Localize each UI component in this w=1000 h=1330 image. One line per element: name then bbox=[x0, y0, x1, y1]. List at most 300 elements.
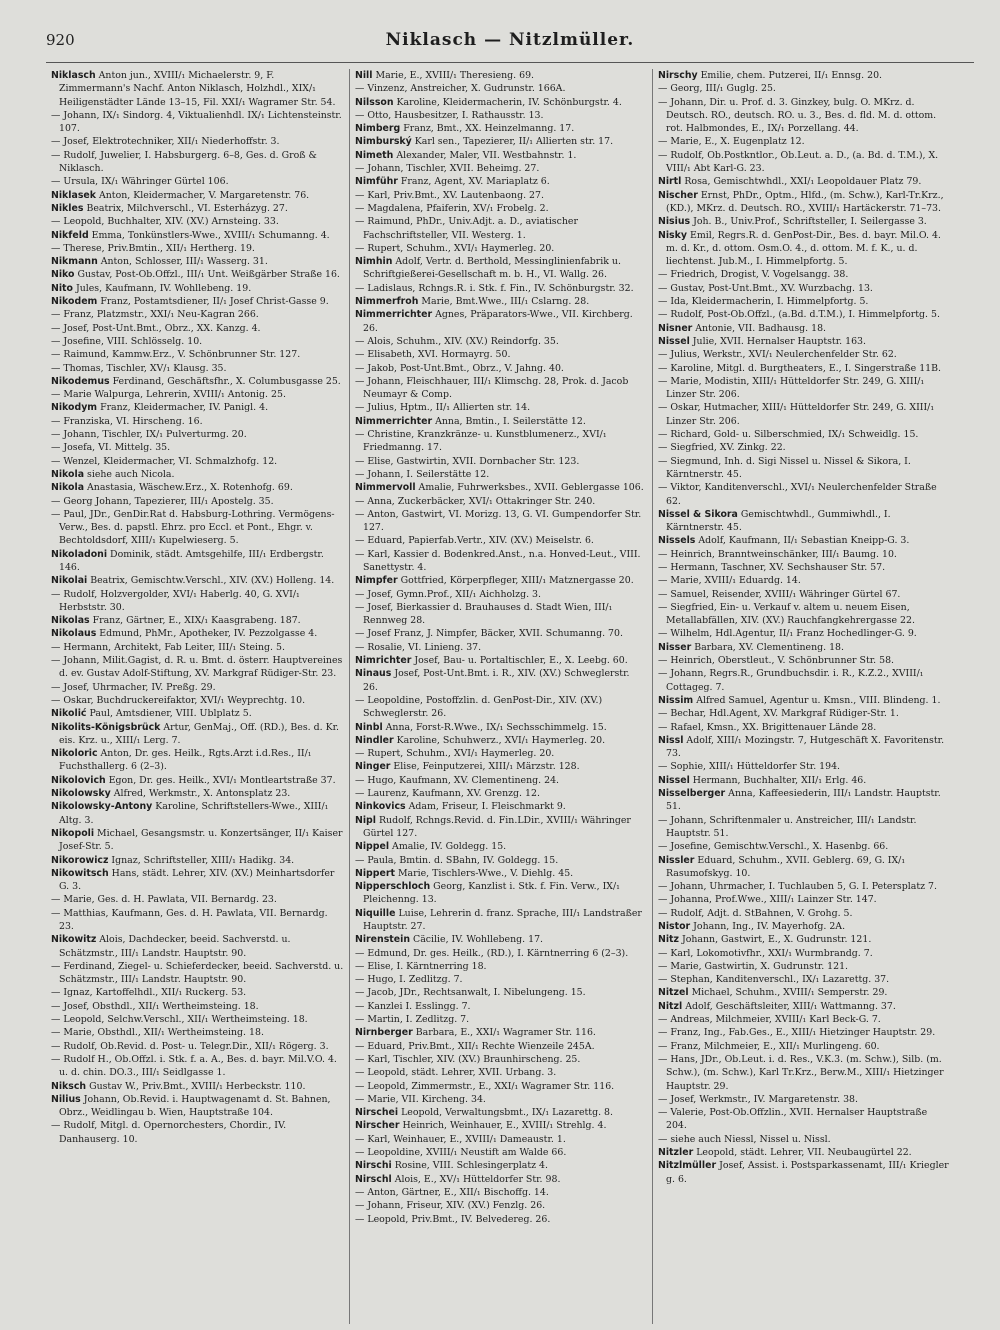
entry-surname: Nimmerfroh bbox=[355, 296, 419, 308]
entry-text: — Leopold, städt. Lehrer, XVII. Urbang. 3. bbox=[355, 1067, 557, 1079]
entry-text: — Josefine, Gemischtw.Verschl., X. Hasenbg. 66. bbox=[658, 841, 889, 853]
directory-entry bbox=[51, 933, 344, 960]
entry-text: — Alois, Schuhm., XIV. (XV.) Reindorfg. 35. bbox=[355, 335, 559, 347]
directory-entry bbox=[658, 1000, 950, 1013]
entry-text: — Marie, Gastwirtin, X. Gudrunstr. 121. bbox=[658, 960, 849, 972]
directory-entry bbox=[658, 787, 950, 814]
directory-entry bbox=[658, 1040, 950, 1053]
entry-surname: Nissels bbox=[658, 535, 696, 547]
entry-text: — Raimund, Kammw.Erz., V. Schönbrunner Str. 127. bbox=[51, 349, 301, 361]
directory-entry bbox=[355, 654, 647, 667]
entry-text: Amalie, Fuhrwerksbes., XVII. Geblergasse 106. bbox=[418, 482, 644, 494]
entry-text: — Leopold, Buchhalter, XIV. (XV.) Arnsteing. 33. bbox=[51, 216, 279, 228]
directory-entry bbox=[355, 308, 647, 335]
entry-text: — Karl, Tischler, XIV. (XV.) Braunhirscheng. 25. bbox=[355, 1053, 581, 1065]
entry-surname: Nikola bbox=[51, 468, 85, 480]
entry-text: Franz, Bmt., XX. Heinzelmanng. 17. bbox=[403, 123, 575, 135]
directory-entry bbox=[658, 189, 950, 216]
directory-entry bbox=[355, 96, 647, 109]
entry-text: — Ferdinand, Ziegel- u. Schieferdecker, beeid. Sachverstd. u. Schätzmstr., III/₁ Landstr. Hauptstr. 90. bbox=[51, 960, 344, 986]
entry-text: Alois, E., XV/₁ Hütteldorfer Str. 98. bbox=[394, 1173, 561, 1185]
entry-text: — Johann, Dir. u. Prof. d. 3. Ginzkey, bulg. O. MKrz. d. Deutsch. RO., deutsch. RO. u. 3., Bes. d. fld. M. d. ottom. rot. Halbmondes, E., IX/₁ Porzellang. 44. bbox=[658, 96, 937, 135]
entry-text: Franz, Gärtner, E., XIX/₁ Kaasgrabeng. 187. bbox=[92, 615, 301, 627]
directory-entry bbox=[355, 947, 647, 960]
entry-surname: Nirtl bbox=[658, 176, 682, 188]
entry-text: — Therese, Priv.Bmtin., XII/₁ Hertherg. 19. bbox=[51, 242, 255, 254]
directory-entry bbox=[355, 468, 647, 481]
directory-entry bbox=[355, 973, 647, 986]
entry-text: Alois, Dachdecker, beeid. Sachverstd. u. Schätzmstr., III/₁ Landstr. Hauptstr. 90. bbox=[59, 934, 291, 959]
directory-entry bbox=[355, 907, 647, 934]
directory-entry bbox=[658, 441, 950, 454]
directory-entry bbox=[658, 175, 950, 188]
entry-surname: Nikopoli bbox=[51, 827, 95, 839]
entry-text: Elise, Feinputzerei, XIII/₁ Märzstr. 128. bbox=[393, 761, 580, 773]
entry-text: — Franziska, VI. Hirscheng. 16. bbox=[51, 415, 203, 427]
entry-surname: Nirschy bbox=[658, 70, 698, 81]
entry-text: — Laurenz, Kaufmann, XV. Grenzg. 12. bbox=[355, 788, 540, 800]
entry-text: Franz, Postamtsdiener, II/₁ Josef Christ-Gasse 9. bbox=[100, 296, 329, 308]
directory-entry bbox=[658, 561, 950, 574]
directory-entry bbox=[51, 574, 344, 587]
directory-entry bbox=[355, 1146, 647, 1159]
entry-text: Adolf, XIII/₁ Mozingstr. 7, Hutgeschäft X. Favoritenstr. 73. bbox=[666, 734, 945, 760]
entry-surname: Nissel bbox=[658, 335, 690, 347]
entry-text: Luise, Lehrerin d. franz. Sprache, III/₁ Landstraßer Hauptstr. 27. bbox=[363, 907, 642, 932]
column-2 bbox=[349, 69, 652, 1324]
columns bbox=[46, 69, 974, 1324]
entry-text: — Anna, Zuckerbäcker, XVI/₁ Ottakringer Str. 240. bbox=[355, 495, 596, 507]
running-title: Niklasch — Nitzlmüller. bbox=[385, 30, 635, 50]
directory-entry bbox=[51, 1026, 344, 1039]
directory-entry bbox=[658, 667, 950, 694]
directory-entry bbox=[658, 455, 950, 482]
entry-surname: Nissler bbox=[658, 854, 695, 866]
entry-surname: Nisner bbox=[658, 322, 693, 334]
directory-entry bbox=[51, 362, 344, 375]
entry-text: Marie, Tischlers-Wwe., V. Diehlg. 45. bbox=[397, 867, 574, 879]
entry-text: — Julius, Hptm., II/₁ Allierten str. 14. bbox=[355, 402, 531, 414]
entry-surname: Ninaus bbox=[355, 668, 392, 680]
entry-surname: Nimmervoll bbox=[355, 482, 416, 494]
entry-surname: Nikolits-Königsbrück bbox=[51, 721, 161, 733]
entry-text: — Johann, IX/₁ Sindorg. 4, Viktualienhdl. IX/₁ Lichtensteinstr. 107. bbox=[51, 109, 342, 135]
entry-surname: Nindler bbox=[355, 734, 394, 746]
directory-entry bbox=[51, 189, 344, 202]
directory-entry bbox=[355, 1199, 647, 1212]
entry-text: — Marie, E., X. Eugenplatz 12. bbox=[658, 136, 805, 148]
entry-text: — Anton, Gärtner, E., XII/₁ Bischoffg. 14. bbox=[355, 1186, 549, 1198]
entry-text: Georg, Kanzlist i. Stk. f. Fin. Verw., IX/₁ Pleichenng. 13. bbox=[363, 881, 620, 906]
directory-entry bbox=[51, 109, 344, 136]
entry-text: Eduard, Schuhm., XVII. Geblerg. 69, G. IX/₁ Rasumofskyg. 10. bbox=[666, 854, 906, 879]
entry-surname: Nikowitsch bbox=[51, 867, 109, 879]
directory-entry bbox=[51, 614, 344, 627]
entry-text: — Hermann, Architekt, Fab Leiter, III/₁ Steing. 5. bbox=[51, 641, 285, 653]
entry-text: — Georg, III/₁ Guglg. 25. bbox=[658, 83, 776, 95]
directory-entry bbox=[51, 215, 344, 228]
entry-text: — Ida, Kleidermacherin, I. Himmelpfortg. 5. bbox=[658, 296, 869, 308]
entry-text: — Johann, Tischler, IX/₁ Pulverturmg. 20. bbox=[51, 429, 247, 441]
entry-surname: Nippert bbox=[355, 867, 395, 879]
entry-text: — Martin, I. Zedlitzg. 7. bbox=[355, 1014, 470, 1026]
directory-entry bbox=[355, 149, 647, 162]
entry-surname: Nimburský bbox=[355, 136, 412, 148]
entry-text: — Rafael, Kmsn., XX. Brigittenauer Lände 28. bbox=[658, 721, 877, 733]
directory-entry bbox=[51, 295, 344, 308]
directory-entry bbox=[51, 1040, 344, 1053]
entry-text: Heinrich, Weinhauer, E., XVIII/₁ Strehlg. 4. bbox=[402, 1120, 607, 1132]
entry-text: — Heinrich, Oberstleut., V. Schönbrunner Str. 58. bbox=[658, 655, 895, 667]
entry-surname: Nikolowsky-Antony bbox=[51, 801, 153, 813]
entry-text: Gustav W., Priv.Bmt., XVIII/₁ Herbeckstr. 110. bbox=[89, 1080, 306, 1092]
directory-entry bbox=[355, 641, 647, 654]
directory-entry bbox=[51, 1093, 344, 1120]
directory-entry bbox=[355, 574, 647, 587]
entry-text: — Johann, I. Seilerstätte 12. bbox=[355, 468, 490, 480]
entry-text: Karoline, Schuhwerz., XVI/₁ Haymerleg. 20. bbox=[396, 734, 606, 746]
entry-text: Agnes, Präparators-Wwe., VII. Kirchberg. 26. bbox=[363, 309, 633, 334]
directory-entry bbox=[658, 721, 950, 734]
entry-text: — Otto, Hausbesitzer, I. Rathausstr. 13. bbox=[355, 109, 544, 121]
entry-text: — Ursula, IX/₁ Währinger Gürtel 106. bbox=[51, 176, 229, 188]
entry-surname: Nikles bbox=[51, 202, 84, 214]
directory-entry bbox=[51, 654, 344, 681]
entry-text: Cäcilie, IV. Wohllebeng. 17. bbox=[413, 934, 544, 946]
entry-text: — Paula, Bmtin. d. SBahn, IV. Goldegg. 15. bbox=[355, 854, 559, 866]
entry-surname: Nikowitz bbox=[51, 934, 97, 946]
entry-text: — Leopoldine, Postoffzlin. d. GenPost-Dir., XIV. (XV.) Schweglerstr. 26. bbox=[355, 694, 603, 720]
entry-text: Rosa, Gemischtwhdl., XXI/₁ Leopoldauer Platz 79. bbox=[684, 176, 922, 188]
directory-entry bbox=[355, 1066, 647, 1079]
directory-entry bbox=[658, 933, 950, 946]
entry-text: Anna, Forst-R.Wwe., IX/₁ Sechsschimmelg. 15. bbox=[385, 721, 607, 733]
directory-entry bbox=[51, 415, 344, 428]
directory-entry bbox=[658, 947, 950, 960]
entry-text: — Vinzenz, Anstreicher, X. Gudrunstr. 166A. bbox=[355, 83, 566, 95]
directory-entry bbox=[51, 335, 344, 348]
entry-surname: Nitzlmüller bbox=[658, 1160, 717, 1172]
directory-entry bbox=[658, 588, 950, 601]
entry-text: — Siegmund, Inh. d. Sigi Nissel u. Nissel & Sikora, I. Kärntnerstr. 45. bbox=[658, 455, 911, 480]
entry-surname: Niquille bbox=[355, 907, 396, 919]
directory-entry bbox=[51, 69, 344, 109]
entry-surname: Nilsson bbox=[355, 96, 394, 108]
entry-text: — Karoline, Mitgl. d. Burgtheaters, E., I. Singerstraße 11B. bbox=[658, 362, 941, 374]
directory-entry bbox=[355, 534, 647, 547]
entry-text: — Karl, Kassier d. Bodenkred.Anst., n.a. Honved-Leut., VIII. Sanettystr. 4. bbox=[355, 548, 641, 573]
directory-entry bbox=[658, 814, 950, 841]
entry-text: Beatrix, Milchverschl., VI. Esterházyg. 27. bbox=[86, 202, 288, 214]
directory-entry bbox=[355, 348, 647, 361]
entry-text: — Edmund, Dr. ges. Heilk., (RD.), I. Kärntnerring 6 (2–3). bbox=[355, 947, 629, 959]
entry-text: — Elise, Gastwirtin, XVII. Dornbacher Str. 123. bbox=[355, 455, 580, 467]
entry-surname: Nischer bbox=[658, 189, 698, 201]
entry-surname: Nitzl bbox=[658, 1000, 683, 1012]
entry-surname: Nikolas bbox=[51, 615, 90, 627]
entry-surname: Nirnberger bbox=[355, 1027, 413, 1039]
directory-entry bbox=[51, 481, 344, 494]
entry-text: — Hugo, I. Zedlitzg. 7. bbox=[355, 974, 463, 986]
entry-text: Hans, städt. Lehrer, XIV. (XV.) Meinhartsdorfer G. 3. bbox=[59, 867, 335, 893]
entry-text: — Hans, JDr., Ob.Leut. i. d. Res., V.K.3. (m. Schw.), Silb. (m. Schw.), (m. Schw.), Karl Tr.Krz., Berw.M., XIII/₁ Hietzinger Hauptstr. 29. bbox=[658, 1053, 944, 1092]
entry-text: — Johann, Milit.Gagist, d. R. u. Bmt. d. österr. Hauptvereines d. ev. Gustav Adolf-Stiftung, XV. Markgraf Rüdiger-Str. 23. bbox=[51, 655, 343, 680]
entry-text: Leopold, Verwaltungsbmt., IX/₁ Lazarettg. 8. bbox=[401, 1107, 613, 1119]
page-number: 920 bbox=[46, 31, 75, 49]
entry-text: Ferdinand, Geschäftsfhr., X. Columbusgasse 25. bbox=[112, 375, 341, 387]
directory-entry bbox=[51, 721, 344, 748]
directory-entry bbox=[658, 135, 950, 148]
directory-entry bbox=[355, 455, 647, 468]
entry-surname: Nikodemus bbox=[51, 375, 110, 387]
directory-entry bbox=[658, 96, 950, 136]
entry-surname: Nikfeld bbox=[51, 229, 89, 241]
directory-entry bbox=[51, 641, 344, 654]
entry-text: Anna, Bmtin., I. Seilerstätte 12. bbox=[435, 415, 586, 427]
entry-text: — Karl, Priv.Bmt., XV. Lautenbaong. 27. bbox=[355, 189, 544, 201]
directory-entry bbox=[355, 1159, 647, 1172]
directory-entry bbox=[355, 1080, 647, 1093]
directory-entry bbox=[658, 707, 950, 720]
directory-entry bbox=[51, 893, 344, 906]
entry-text: Beatrix, Gemischtw.Verschl., XIV. (XV.) Holleng. 14. bbox=[90, 575, 335, 587]
entry-surname: Nitzler bbox=[658, 1147, 694, 1159]
entry-text: — Siegfried, XV. Zinkg. 22. bbox=[658, 442, 786, 454]
directory-entry bbox=[658, 654, 950, 667]
entry-text: — Siegfried, Ein- u. Verkauf v. altem u. neuem Eisen, Metallabfällen, XIV. (XV.) Rauchfangkehrergasse 22. bbox=[658, 601, 915, 627]
entry-text: — Oskar, Hutmacher, XIII/₁ Hütteldorfer Str. 249, G. XIII/₁ Linzer Str. 206. bbox=[658, 402, 935, 427]
entry-surname: Nimführ bbox=[355, 176, 398, 188]
directory-entry bbox=[51, 1000, 344, 1013]
entry-text: — Stephan, Kanditenverschl., IX/₁ Lazarettg. 37. bbox=[658, 974, 890, 986]
entry-text: — Raimund, PhDr., Univ.Adjt. a. D., aviatischer Fachschriftsteller, VII. Westerg. 1. bbox=[355, 216, 578, 241]
entry-surname: Nisky bbox=[658, 229, 687, 241]
entry-text: — Ignaz, Kartoffelhdl., XII/₁ Ruckerg. 53. bbox=[51, 987, 247, 999]
directory-entry bbox=[355, 1013, 647, 1026]
entry-text: — Andreas, Milchmeier, XVIII/₁ Karl Beck-G. 7. bbox=[658, 1014, 881, 1026]
entry-text: — Leopold, Zimmermstr., E., XXI/₁ Wagramer Str. 116. bbox=[355, 1080, 615, 1092]
entry-text: Anton, Schlosser, III/₁ Wasserg. 31. bbox=[100, 256, 268, 268]
entry-surname: Nitzel bbox=[658, 987, 689, 999]
entry-text: Barbara, E., XXI/₁ Wagramer Str. 116. bbox=[415, 1027, 596, 1039]
entry-text: — Hermann, Taschner, XV. Sechshauser Str. 57. bbox=[658, 561, 886, 573]
entry-text: Leopold, städt. Lehrer, VII. Neubaugürtel 22. bbox=[696, 1147, 912, 1159]
directory-entry bbox=[51, 308, 344, 321]
entry-text: — Franz, Ing., Fab.Ges., E., XIII/₁ Hietzinger Hauptstr. 29. bbox=[658, 1027, 936, 1039]
entry-surname: Nippel bbox=[355, 841, 390, 853]
directory-entry bbox=[51, 242, 344, 255]
directory-entry bbox=[658, 149, 950, 176]
entry-text: — Josef, Elektrotechniker, XII/₁ Niederhoffstr. 3. bbox=[51, 136, 280, 148]
entry-text: — Johanna, Prof.Wwe., XIII/₁ Lainzer Str. 147. bbox=[658, 894, 877, 906]
entry-text: Adam, Friseur, I. Fleischmarkt 9. bbox=[408, 801, 566, 813]
entry-surname: Nikolai bbox=[51, 575, 88, 587]
entry-surname: Nikolaus bbox=[51, 628, 97, 640]
directory-entry bbox=[658, 840, 950, 853]
entry-surname: Nikola bbox=[51, 482, 85, 494]
directory-entry bbox=[51, 787, 344, 800]
directory-entry bbox=[51, 747, 344, 774]
entry-text: — Franz, Platzmstr., XXI/₁ Neu-Kagran 266. bbox=[51, 309, 259, 321]
directory-entry bbox=[658, 322, 950, 335]
entry-text: — Marie, XVIII/₁ Eduardg. 14. bbox=[658, 575, 801, 587]
directory-entry bbox=[658, 986, 950, 999]
entry-text: Barbara, XV. Clementineng. 18. bbox=[694, 641, 844, 653]
directory-entry bbox=[51, 149, 344, 176]
directory-entry bbox=[355, 588, 647, 601]
directory-entry bbox=[355, 548, 647, 575]
entry-text: Egon, Dr. ges. Heilk., XVI/₁ Montleartstraße 37. bbox=[108, 774, 336, 786]
entry-text: Rudolf, Rchngs.Revid. d. Fin.LDir., XVIII/₁ Währinger Gürtel 127. bbox=[363, 814, 631, 839]
entry-text: — Magdalena, Pfaiferin, XV/₁ Frobelg. 2. bbox=[355, 202, 549, 214]
directory-entry bbox=[658, 920, 950, 933]
entry-text: Josef, Post-Unt.Bmt. i. R., XIV. (XV.) Schweglerstr. 26. bbox=[363, 668, 630, 693]
directory-entry bbox=[355, 69, 647, 82]
directory-entry bbox=[355, 122, 647, 135]
entry-surname: Nimhin bbox=[355, 256, 393, 268]
entry-text: — Johann, Fleischhauer, III/₁ Klimschg. 28, Prok. d. Jacob Neumayr & Comp. bbox=[355, 375, 629, 401]
entry-text: Gottfried, Körperpfleger, XIII/₁ Matznergasse 20. bbox=[400, 575, 634, 587]
entry-text: — Richard, Gold- u. Silberschmied, IX/₁ Schweidlg. 15. bbox=[658, 429, 919, 441]
directory-entry bbox=[658, 774, 950, 787]
directory-entry bbox=[355, 495, 647, 508]
directory-entry bbox=[355, 880, 647, 907]
entry-text: Josef, Bau- u. Portaltischler, E., X. Leebg. 60. bbox=[414, 655, 628, 667]
directory-entry bbox=[51, 548, 344, 575]
entry-surname: Nistor bbox=[658, 921, 691, 932]
entry-text: Dominik, städt. Amtsgehilfe, III/₁ Erdbergstr. 146. bbox=[59, 548, 324, 573]
entry-surname: Nill bbox=[355, 70, 373, 81]
entry-text: Marie, E., XVIII/₁ Theresieng. 69. bbox=[375, 70, 535, 81]
directory-entry bbox=[51, 348, 344, 361]
entry-surname: Nimmerrichter bbox=[355, 309, 433, 321]
entry-text: Karl sen., Tapezierer, II/₁ Allierten str. 17. bbox=[414, 136, 614, 148]
directory-entry bbox=[658, 229, 950, 269]
directory-entry bbox=[51, 401, 344, 414]
directory-entry bbox=[658, 601, 950, 628]
entry-text: — Josef, Obsthdl., XII/₁ Wertheimsteing. 18. bbox=[51, 1000, 259, 1012]
directory-entry bbox=[355, 854, 647, 867]
directory-entry bbox=[658, 1146, 950, 1159]
directory-entry bbox=[51, 867, 344, 894]
entry-text: — Karl, Lokomotivfhr., XXI/₁ Wurmbrandg. 7. bbox=[658, 947, 873, 959]
entry-text: — Julius, Werkstr., XVI/₁ Neulerchenfelder Str. 62. bbox=[658, 349, 897, 361]
directory-entry bbox=[658, 1013, 950, 1026]
directory-entry bbox=[658, 734, 950, 761]
directory-entry bbox=[355, 694, 647, 721]
directory-entry bbox=[658, 1053, 950, 1093]
entry-text: Anna, Kaffeesiederin, III/₁ Landstr. Hauptstr. 51. bbox=[666, 788, 941, 813]
entry-text: — Rosalie, VI. Linieng. 37. bbox=[355, 641, 482, 653]
entry-text: Gemischtwhdl., Gummiwhdl., I. Kärntnerstr. 45. bbox=[666, 508, 891, 534]
entry-text: — Sophie, XIII/₁ Hütteldorfer Str. 194. bbox=[658, 761, 841, 773]
directory-entry bbox=[658, 1093, 950, 1106]
entry-text: — Marie, Obsthdl., XII/₁ Wertheimsteing. 18. bbox=[51, 1027, 264, 1039]
directory-entry bbox=[51, 322, 344, 335]
directory-entry bbox=[658, 428, 950, 441]
directory-entry bbox=[355, 667, 647, 694]
entry-text: Emil, Regrs.R. d. GenPost-Dir., Bes. d. bayr. Mil.O. 4. m. d. Kr., d. ottom. Osm.O. 4., d. ottom. M. f. K., u. d. liechtenst. Jub.M., I. Himmelpfortg. 5. bbox=[666, 229, 941, 268]
directory-entry bbox=[355, 800, 647, 813]
directory-entry bbox=[658, 82, 950, 95]
entry-text: — Christine, Kranzkränze- u. Kunstblumenerz., XVI/₁ Friedmanng. 17. bbox=[355, 429, 607, 454]
directory-entry bbox=[51, 1080, 344, 1093]
entry-text: — Josefine, VIII. Schlösselg. 10. bbox=[51, 335, 203, 347]
directory-entry bbox=[355, 375, 647, 402]
directory-entry bbox=[51, 800, 344, 827]
directory-entry bbox=[51, 455, 344, 468]
entry-text: — Ladislaus, Rchngs.R. i. Stk. f. Fin., IV. Schönburgstr. 32. bbox=[355, 282, 634, 294]
directory-entry bbox=[355, 415, 647, 428]
entry-text: Artur, GenMaj., Off. (RD.), Bes. d. Kr. eis. Krz. u., XIII/₁ Lerg. 7. bbox=[59, 721, 340, 746]
entry-surname: Nikolovich bbox=[51, 774, 106, 786]
directory-entry bbox=[658, 574, 950, 587]
entry-text: — Josefa, VI. Mittelg. 35. bbox=[51, 442, 171, 454]
entry-text: — Bechar, Hdl.Agent, XV. Markgraf Rüdiger-Str. 1. bbox=[658, 708, 899, 720]
entry-text: — Rudolf H., Ob.Offzl. i. Stk. f. a. A., Bes. d. bayr. Mil.V.O. 4. u. d. chin. DO.3., III/₁ Seidlgasse 1. bbox=[51, 1053, 337, 1079]
entry-text: — Rudolf, Mitgl. d. Opernorchesters, Chordir., IV. Danhauserg. 10. bbox=[51, 1120, 287, 1145]
directory-entry bbox=[51, 960, 344, 987]
entry-text: — Hugo, Kaufmann, XV. Clementineng. 24. bbox=[355, 774, 560, 786]
directory-entry bbox=[355, 933, 647, 946]
directory-entry bbox=[355, 1213, 647, 1226]
entry-surname: Ninkovics bbox=[355, 801, 406, 813]
directory-entry bbox=[658, 1026, 950, 1039]
entry-text: Johann, Ing., IV. Mayerhofg. 2A. bbox=[693, 921, 846, 932]
directory-entry bbox=[658, 69, 950, 82]
directory-entry bbox=[355, 162, 647, 175]
entry-surname: Nikolowsky bbox=[51, 788, 111, 800]
directory-entry bbox=[658, 508, 950, 535]
directory-entry bbox=[51, 1013, 344, 1026]
directory-entry bbox=[658, 973, 950, 986]
entry-text: Josef, Assist. i. Postsparkassenamt, III/₁ Kriegler g. 6. bbox=[666, 1160, 949, 1185]
entry-text: — Friedrich, Drogist, V. Vogelsangg. 38. bbox=[658, 269, 849, 281]
entry-text: — Leopold, Priv.Bmt., IV. Belvedereg. 26. bbox=[355, 1213, 551, 1225]
entry-text: — Gustav, Post-Unt.Bmt., XV. Wurzbachg. 13. bbox=[658, 282, 873, 294]
directory-entry bbox=[51, 681, 344, 694]
entry-text: — Paul, JDr., GenDir.Rat d. Habsburg-Lothring. Vermögens-Verw., Bes. d. papstl. Ehrz. pro Eccl. et Pont., Ehgr. v. Bechtoldsdorf, XIII/₁ Kupelwieserg. 5. bbox=[51, 508, 335, 547]
entry-surname: Nisselberger bbox=[658, 788, 726, 800]
directory-entry bbox=[51, 255, 344, 268]
directory-entry bbox=[355, 255, 647, 282]
directory-entry bbox=[355, 109, 647, 122]
directory-entry bbox=[51, 854, 344, 867]
directory-entry bbox=[355, 867, 647, 880]
entry-surname: Nimeth bbox=[355, 149, 394, 161]
entry-surname: Niko bbox=[51, 269, 75, 281]
entry-text: — Rudolf, Ob.Revid. d. Post- u. Telegr.Dir., XII/₁ Rögerg. 3. bbox=[51, 1040, 329, 1052]
entry-surname: Nipl bbox=[355, 814, 376, 826]
directory-entry bbox=[51, 1119, 344, 1146]
entry-surname: Nirscher bbox=[355, 1120, 400, 1132]
directory-entry bbox=[51, 774, 344, 787]
entry-surname: Nissel & Sikora bbox=[658, 508, 738, 520]
directory-entry bbox=[658, 548, 950, 561]
entry-text: Anton, Dr. ges. Heilk., Rgts.Arzt i.d.Res., II/₁ Fuchsthallerg. 6 (2–3). bbox=[59, 748, 312, 773]
entry-surname: Nimberg bbox=[355, 123, 401, 135]
directory-entry bbox=[355, 1026, 647, 1039]
entry-text: — Josef Franz, J. Nimpfer, Bäcker, XVII. Schumanng. 70. bbox=[355, 628, 623, 640]
entry-text: Julie, XVII. Hernalser Hauptstr. 163. bbox=[692, 335, 866, 347]
entry-text: — Josef, Uhrmacher, IV. Preßg. 29. bbox=[51, 681, 216, 693]
directory-entry bbox=[658, 335, 950, 348]
directory-entry bbox=[355, 202, 647, 215]
entry-surname: Nikodym bbox=[51, 402, 98, 414]
directory-entry bbox=[51, 282, 344, 295]
directory-entry bbox=[51, 1053, 344, 1080]
entry-text: Adolf, Vertr. d. Berthold, Messinglinienfabrik u. Schriftgießerei-Gesellschaft m. b. H., VI. Wallg. 26. bbox=[363, 256, 621, 281]
